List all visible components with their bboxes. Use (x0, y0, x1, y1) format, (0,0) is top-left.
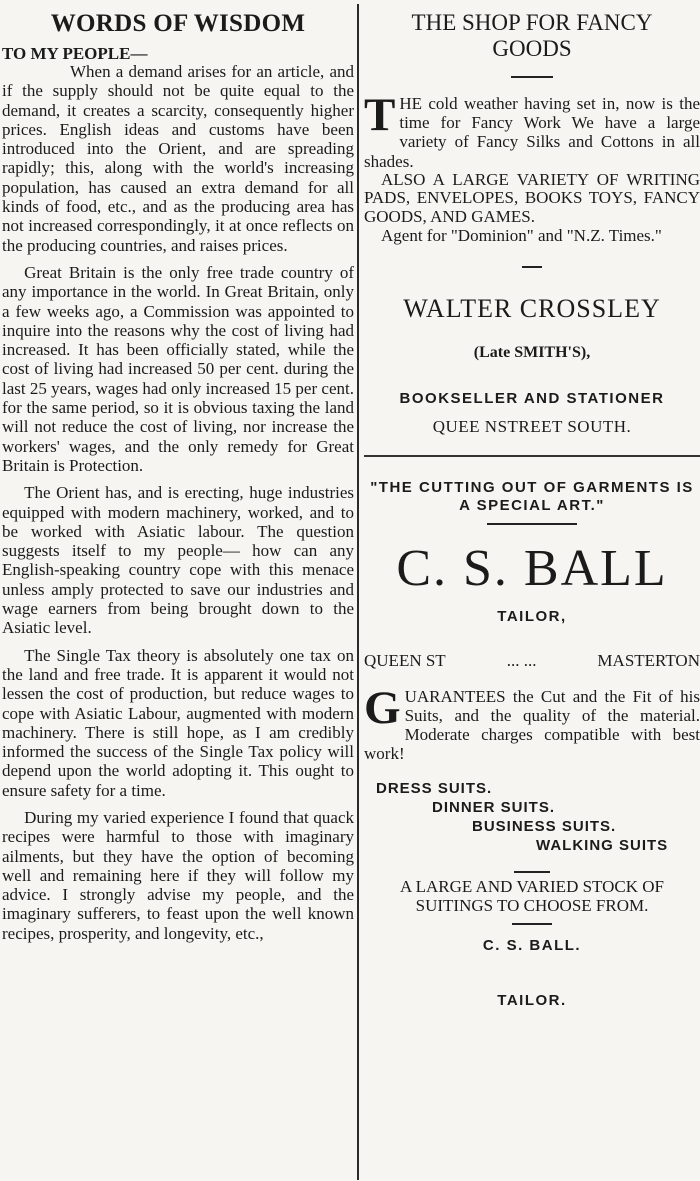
divider (512, 923, 552, 925)
ball-signature-trade: TAILOR. (497, 992, 567, 1010)
fancy-goods-title-line1: THE SHOP FOR FANCY (411, 10, 653, 35)
crossley-late: (Late SMITH'S), (473, 343, 591, 361)
wisdom-heading: WORDS OF WISDOM (50, 10, 306, 37)
ball-town: MASTERTON (597, 650, 700, 670)
ball-stock: A LARGE AND VARIED STOCK OF SUITINGS TO CHOOSE FROM. (399, 877, 664, 916)
fancy-goods-also: ALSO A LARGE VARIETY OF WRITING PADS, ENVELOPES, BOOKS TOYS, FANCY GOODS, AND GAMES. (364, 169, 700, 226)
ball-signature: C. S. BALL. (482, 937, 582, 955)
crossley-name: WALTER CROSSLEY (403, 293, 661, 323)
suit-item: DINNER SUITS. (432, 799, 556, 817)
crossley-address: QUEE NSTREET SOUTH. (432, 416, 632, 436)
drop-cap: G (364, 681, 401, 734)
ball-guarantee-text: UARANTEES the Cut and the Fit of his Suits, and the quality of the material. Moderate charges compatible with best work! (364, 686, 700, 764)
divider (522, 266, 542, 268)
suit-item: BUSINESS SUITS. (472, 818, 617, 836)
wisdom-paragraph: When a demand arises for an article, and if the supply should not be quite equal to the demand, it creates a scarcity, consequently higher prices. English ideas and customs have been introduced into the Orient, and are spreading rapidly; this, along with the world's increasing population, has caused an extra demand for all kinds of food, etc., and as the producing area has not increased correspondingly, it at once reflects on the producing countries, and raises prices. (2, 62, 354, 255)
drop-cap: T (364, 89, 396, 141)
fancy-goods-ad (364, 10, 700, 268)
fancy-goods-body (364, 89, 700, 246)
ball-quote: "THE CUTTING OUT OF GARMENTS IS A SPECIAL ART." (370, 478, 694, 514)
wisdom-paragraph: During my varied experience I found that quack recipes were harmful to those with imaginary ailments, but they have the option of becoming well and remaining here if they will follow my advice. I strongly advise my people, and the imaginary sufferers, to feast upon the well known recipes, prosperity, and longevity, etc., (2, 807, 354, 943)
divider (364, 455, 700, 457)
ball-address-row (364, 651, 700, 671)
ball-guarantee (364, 681, 700, 764)
wisdom-body (2, 62, 354, 943)
suit-item: WALKING SUITS (536, 837, 669, 855)
suit-item: DRESS SUITS. (376, 780, 493, 798)
wisdom-paragraph: Great Britain is the only free trade country of any importance in the world. In Great Britain, only a few weeks ago, a Commission was appointed to inquire into the reasons why the cost of living had increased. It has been officially stated, while the cost of living had increased 50 per cent. during the last 25 years, wages had only increased 15 per cent. for the same period, so it is obvious taxing the land will not reduce the cost of living, nor increase the workers' wages, and the only remedy for Great Britain is Protection. (2, 262, 354, 475)
crossley-ad (364, 294, 700, 437)
divider (514, 871, 550, 873)
advertisements-column (364, 10, 700, 1178)
crossley-trade: BOOKSELLER AND STATIONER (399, 389, 665, 407)
ball-street: QUEEN ST (364, 650, 446, 670)
suits-list (364, 779, 700, 855)
ball-trade: TAILOR, (497, 607, 567, 625)
ball-dots: ... ... (506, 650, 537, 670)
fancy-goods-title-line2: GOODS (492, 36, 572, 61)
wisdom-column (2, 10, 354, 1178)
ball-name: C. S. BALL (396, 539, 668, 597)
ball-tailor-ad (364, 479, 700, 1010)
fancy-goods-agent: Agent for "Dominion" and "N.Z. Times." (381, 226, 662, 246)
column-divider (357, 4, 359, 1180)
divider (487, 523, 577, 525)
fancy-goods-text: HE cold weather having set in, now is the time for Fancy Work We have a large variety of Fancy Silks and Cottons in all shades. (364, 94, 700, 171)
wisdom-paragraph: The Single Tax theory is absolutely one tax on the land and free trade. It is apparent it would not lessen the cost of production, but reduce wages to cope with Asiatic Labour, augmented with modern machinery. There is still hope, as I am credibly informed the success of the Single Tax policy will depend upon the world adopting it. This ought to ensure safety for a time. (2, 645, 354, 800)
divider (511, 76, 553, 78)
wisdom-subheading: TO MY PEOPLE— (2, 44, 148, 63)
wisdom-paragraph: The Orient has, and is erecting, huge industries equipped with modern machinery, worked, and to be worked with Asiatic labour. The question suggests itself to my people— how can any English-speaking country cope with this menace unless amply protected to save our industries and wage earners from being brought down to the Asiatic level. (2, 483, 354, 638)
